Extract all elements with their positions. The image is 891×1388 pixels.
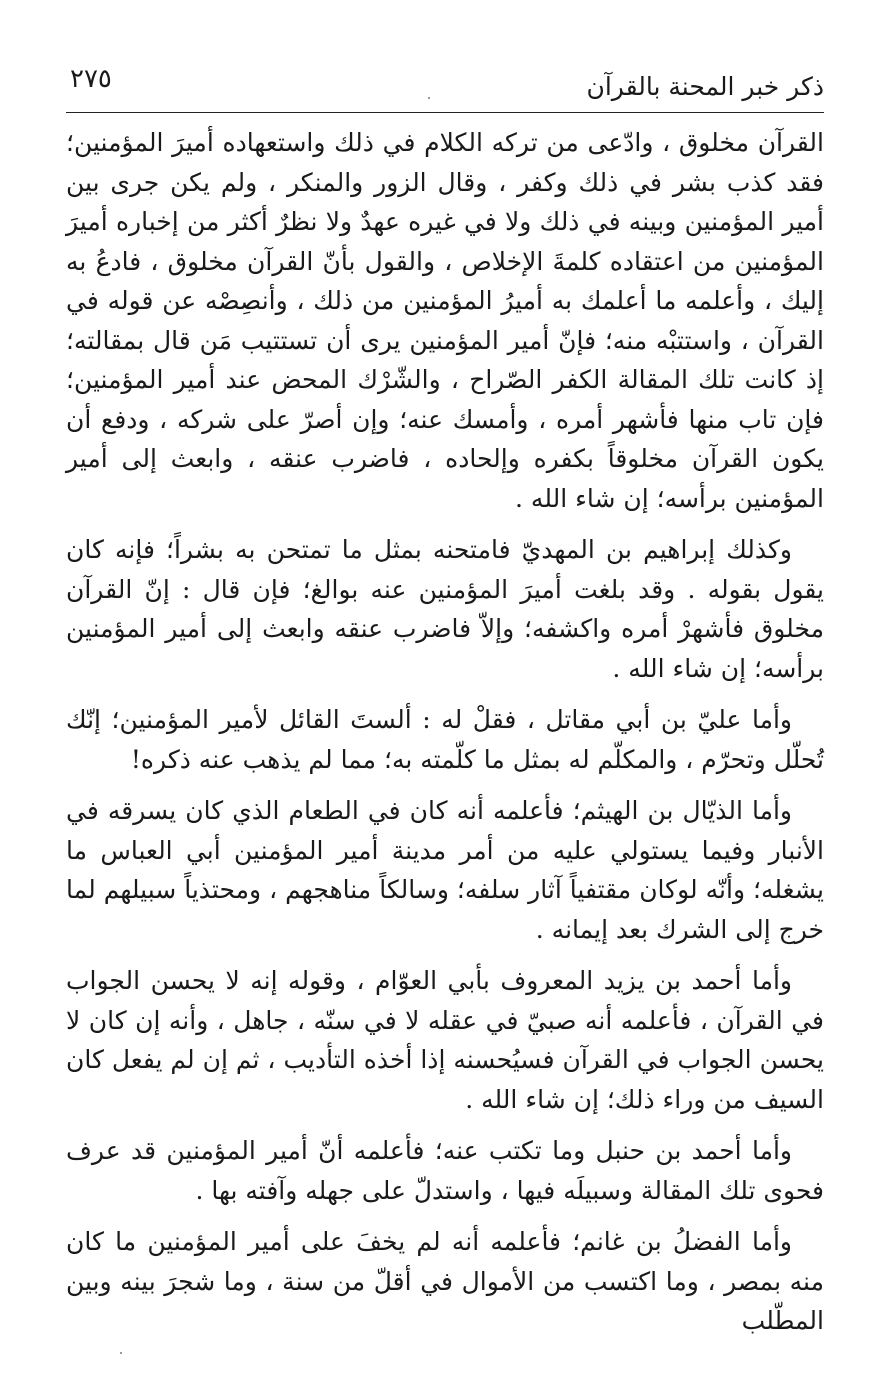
scan-speck [428, 97, 430, 99]
body-text [66, 123, 824, 1341]
paragraph: وأما الفضلُ بن غانم؛ فأعلمه أنه لم يخفَ على أمير المؤمنين ما كان منه بمصر ، وما اكتسب من الأموال في أقلّ من سنة ، وما شجرَ بينه وبين المطّلب [66, 1227, 824, 1335]
running-title: ذكر خبر المحنة بالقرآن [586, 72, 824, 101]
paragraph: وأما عليّ بن أبي مقاتل ، فقلْ له : ألستَ القائل لأمير المؤمنين؛ إنّك تُحلّل وتحرّم ، والمكلّم له بمثل ما كلّمته به؛ مما لم يذهب عنه ذكره! [66, 705, 824, 774]
paragraph: وأما أحمد بن حنبل وما تكتب عنه؛ فأعلمه أنّ أمير المؤمنين قد عرف فحوى تلك المقالة وسبيلَه فيها ، واستدلّ على جهله وآفته بها . [66, 1136, 824, 1205]
book-page [66, 58, 824, 1378]
scan-speck [120, 1352, 122, 1354]
paragraph: وأما الذيّال بن الهيثم؛ فأعلمه أنه كان في الطعام الذي كان يسرقه في الأنبار وفيما يستولي عليه من أمر مدينة أمير المؤمنين أبي العباس ما يشغله؛ وأنّه لوكان مقتفياً آثار سلفه؛ وسالكاً مناهجهم ، ومحتذياً سبيلهم لما خرج إلى الشرك بعد إيمانه . [66, 796, 824, 944]
page-header [66, 58, 824, 113]
page-number: ٢٧٥ [70, 64, 112, 94]
paragraph: وأما أحمد بن يزيد المعروف بأبي العوّام ، وقوله إنه لا يحسن الجواب في القرآن ، فأعلمه أنه صبيّ في عقله لا في سنّه ، جاهل ، وأنه إن كان لا يحسن الجواب في القرآن فسيُحسنه إذا أخذه التأديب ، ثم إن لم يفعل كان السيف من وراء ذلك؛ إن شاء الله . [66, 966, 824, 1114]
paragraph: القرآن مخلوق ، وادّعى من تركه الكلام في ذلك واستعهاده أميرَ المؤمنين؛ فقد كذب بشر في ذلك وكفر ، وقال الزور والمنكر ، ولم يكن جرى بين أمير المؤمنين وبينه في ذلك ولا في غيره عهدٌ ولا نظرٌ أكثر من إخباره أميرَ المؤمنين من اعتقاده كلمةَ الإخلاص ، والقول بأنّ القرآن مخلوق ، فادعُ به إليك ، وأعلمه ما أعلمك به أميرُ المؤمنين من ذلك ، وأنصِصْه عن قوله في القرآن ، واستتبْه منه؛ فإنّ أمير المؤمنين يرى أن تستتيب مَن قال بمقالته؛ إذ كانت تلك المقالة الكفر الصّراح ، والشّرْك المحض عند أمير المؤمنين؛ فإن تاب منها فأشهر أمره ، وأمسك عنه؛ وإن أصرّ على شركه ، ودفع أن يكون القرآن مخلوقاً بكفره وإلحاده ، فاضرب عنقه ، وابعث إلى أمير المؤمنين برأسه؛ إن شاء الله . [66, 128, 824, 513]
paragraph: وكذلك إبراهيم بن المهديّ فامتحنه بمثل ما تمتحن به بشراً؛ فإنه كان يقول بقوله . وقد بلغت أميرَ المؤمنين عنه بوالغ؛ فإن قال : إنّ القرآن مخلوق فأشهرْ أمره واكشفه؛ وإلاّ فاضرب عنقه وابعث إلى أمير المؤمنين برأسه؛ إن شاء الله . [66, 535, 824, 683]
